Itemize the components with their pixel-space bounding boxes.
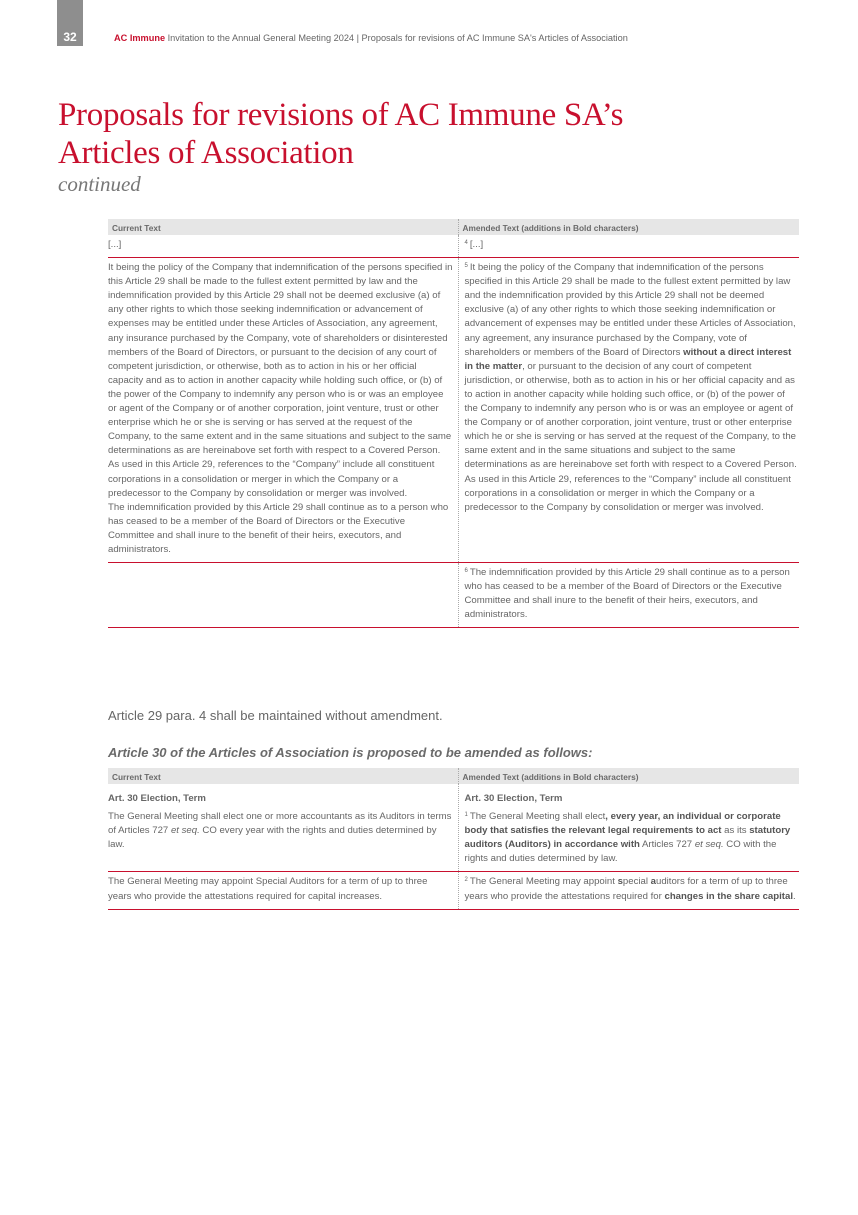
amended-text-cell <box>458 563 799 628</box>
page-number: 32 <box>57 0 83 46</box>
page-title <box>58 96 623 172</box>
amended-text-span: Articles 727 <box>639 839 695 851</box>
bold-addition: without a direct interest in the matter <box>464 346 792 372</box>
bold-addition: changes in the share capital <box>664 890 793 902</box>
italic-text: et seq. <box>694 839 724 851</box>
amended-text-span: pecial <box>622 876 651 888</box>
current-text-paragraph: It being the policy of the Company that indemnification of the persons specified in this Article 29 shall be made to the fullest extent permitted by law and the indemnification provided by this Article 29 shall not be deemed exclusive (a) of any other rights to which those seeking indemnification or advancement of expenses may be entitled under these Articles of Association, any agreement, any insurance purchased by the Company, vote of shareholders or disinterested members of the Board of Directors, or pursuant to the decision of any court of competent jurisdiction, or otherwise, both as to action in his or her official capacity and as to action in another capacity while holding such office, or (b) of the power of the Company to indemnify any person who is or was an employee or agent of the Company or of another corporation, joint venture, trust or other enterprise which he or she is serving or has served at the request of the Company, to the same extent and in the same situations and subject to the same determinations as are hereinabove set forth with respect to a Covered Person. <box>108 262 453 457</box>
bold-addition: s <box>617 876 623 888</box>
article-30-comparison-table <box>108 768 799 910</box>
current-text-paragraph: As used in this Article 29, references to the “Company” include all constituent corporations in a consolidation or merger in which the Company or a predecessor to the Company by consolidation or merger was involved. <box>108 459 435 499</box>
article-heading: Art. 30 Election, Term <box>464 793 563 804</box>
amended-text <box>465 238 800 252</box>
running-header-text: Invitation to the Annual General Meeting 2024 | Proposals for revisions of AC Immune SA's Articles of Association <box>165 33 628 43</box>
amended-text-span: as its <box>721 825 750 837</box>
column-header-current: Current Text <box>108 219 458 235</box>
bold-addition: , every year, an individual or corporate body that satisfies the relevant legal requirements to act <box>464 811 781 837</box>
paragraph-number: 6 <box>464 568 468 575</box>
amended-text-cell <box>458 235 799 258</box>
current-text-cell <box>108 872 458 909</box>
amended-text-paragraph <box>465 875 800 903</box>
current-text-paragraph: The indemnification provided by this Article 29 shall continue as to a person who has ceased to be a member of the Board of Directors or the Executive Committee and shall inure to the benefit of their heirs, executors, and administrators. <box>108 501 449 555</box>
article-29-comparison-table <box>108 219 799 628</box>
amended-text-span: CO with the rights and duties determined by law. <box>464 839 777 865</box>
current-text-cell <box>108 235 458 258</box>
amended-text-cell <box>458 258 799 563</box>
amended-text-span: The indemnification provided by this Article 29 shall continue as to a person who has ceased to be a member of the Board of Directors or the Executive Committee and shall inure to the benefit of their heirs, executors, and administrators. <box>464 567 790 621</box>
current-text-cell <box>108 784 458 872</box>
current-text-span: The General Meeting shall elect one or more accountants as its Auditors in terms of Articles 727 <box>108 811 452 837</box>
column-header-amended: Amended Text (additions in Bold characters) <box>458 219 799 235</box>
amended-text-cell <box>458 784 799 872</box>
table-header-row <box>108 768 799 784</box>
amended-text-paragraph <box>465 566 800 622</box>
article-29-note: Article 29 para. 4 shall be maintained without amendment. <box>108 708 443 723</box>
bold-addition: statutory auditors (Auditors) in accordance with <box>464 825 791 851</box>
paragraph-number: 2 <box>464 877 468 884</box>
amended-text-paragraph <box>465 810 800 866</box>
paragraph-number: 1 <box>464 812 468 819</box>
table-row <box>108 872 799 909</box>
current-text: [...] <box>108 239 122 250</box>
page-title-line-1: Proposals for revisions of AC Immune SA’s <box>58 97 624 133</box>
paragraph-number: 4 <box>464 240 468 246</box>
table-row <box>108 784 799 872</box>
page-subtitle: continued <box>58 172 141 196</box>
running-header <box>114 33 628 43</box>
amended-text-span: The General Meeting may appoint <box>469 876 618 888</box>
table-row <box>108 563 799 628</box>
column-header-current: Current Text <box>108 768 458 784</box>
amended-text-span: The General Meeting shall elect <box>469 811 606 823</box>
current-text-paragraph <box>108 810 454 852</box>
amended-text-paragraph <box>465 261 800 472</box>
table-row <box>108 258 799 563</box>
amended-text-paragraph: As used in this Article 29, references to the “Company” include all constituent corporations in a consolidation or merger in which the Company or a predecessor to the Company by consolidation or merger was involved. <box>464 473 791 513</box>
current-text-span: CO every year with the rights and duties determined by law. <box>108 825 437 851</box>
italic-text: et seq. <box>170 825 200 837</box>
table-row <box>108 235 799 258</box>
current-text-cell <box>108 563 458 628</box>
paragraph-number: 5 <box>464 263 468 270</box>
brand-name: AC Immune <box>114 33 166 43</box>
bold-addition: a <box>650 876 656 888</box>
article-heading: Art. 30 Election, Term <box>108 793 206 804</box>
current-text-paragraph: The General Meeting may appoint Special Auditors for a term of up to three years who provide the attestations required for capital increases. <box>108 876 428 902</box>
page-title-line-2: Articles of Association <box>58 135 354 171</box>
amended-text-span: . <box>792 890 796 902</box>
amended-text-span: , or pursuant to the decision of any court of competent jurisdiction, or otherwise, both as to action in his or her official capacity and as to action in another capacity while holding such office, or (b) of the power of the Company to indemnify any person who is or was an employee or agent of the Company or of another corporation, joint venture, trust or other enterprise which he or she is serving or has served at the request of the Company, to the same extent and in the same situations and subject to the same determinations as are hereinabove set forth with respect to a Covered Person. <box>464 360 797 471</box>
amended-text-span: [...] <box>469 239 484 250</box>
amended-text-span: It being the policy of the Company that indemnification of the persons specified in this Article 29 shall be made to the fullest extent permitted by law and the indemnification provided by this Article 29 shall not be deemed exclusive (a) of any other rights to which those seeking indemnification or advancement of expenses may be entitled under these Articles of Association, any agreement, any insurance purchased by the Company, vote of shareholders or members of the Board of Directors <box>464 262 796 358</box>
column-header-amended: Amended Text (additions in Bold characters) <box>458 768 799 784</box>
amended-text-cell <box>458 872 799 909</box>
article-30-subheading: Article 30 of the Articles of Association is proposed to be amended as follows: <box>108 745 593 760</box>
current-text-cell <box>108 258 458 563</box>
amended-text-span: uditors for a term of up to three years who provide the attestations required for <box>464 876 788 902</box>
table-header-row <box>108 219 799 235</box>
